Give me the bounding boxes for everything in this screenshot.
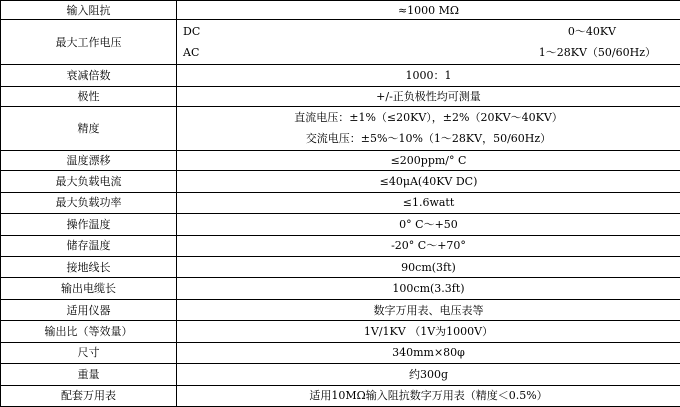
voltage-label: DC bbox=[183, 25, 201, 39]
param-value bbox=[177, 20, 680, 65]
param-value bbox=[177, 107, 680, 151]
param-name: 输出比（等效量） bbox=[1, 321, 177, 342]
param-name: 储存温度 bbox=[1, 235, 177, 256]
param-name: 适用仪器 bbox=[1, 299, 177, 320]
table-row bbox=[1, 192, 680, 213]
param-name: 精度 bbox=[1, 107, 177, 151]
param-name: 重量 bbox=[1, 364, 177, 385]
table-row bbox=[1, 86, 680, 106]
table-row bbox=[1, 385, 680, 406]
param-value: 1000：1 bbox=[177, 65, 680, 86]
table-row bbox=[1, 257, 680, 278]
table-row bbox=[1, 214, 680, 235]
param-name: 操作温度 bbox=[1, 214, 177, 235]
param-name: 最大工作电压 bbox=[1, 20, 177, 65]
voltage-label: AC bbox=[183, 46, 200, 60]
table-row bbox=[1, 342, 680, 363]
param-value: 适用10MΩ输入阻抗数字万用表（精度＜0.5%） bbox=[177, 385, 680, 406]
accuracy-line-dc: 直流电压：±1%（≤20KV），±2%（20KV～40KV） bbox=[294, 111, 563, 125]
param-name: 衰减倍数 bbox=[1, 65, 177, 86]
table-row bbox=[1, 364, 680, 385]
table-row bbox=[1, 321, 680, 342]
param-value: 340mm×80φ bbox=[177, 342, 680, 363]
param-name: 温度漂移 bbox=[1, 150, 177, 170]
param-name: 配套万用表 bbox=[1, 385, 177, 406]
table-row bbox=[1, 299, 680, 320]
table-row bbox=[1, 65, 680, 86]
accuracy-line-ac: 交流电压：±5%～10%（1～28KV，50/60Hz） bbox=[305, 132, 552, 146]
table-row bbox=[1, 107, 680, 151]
param-value: -20° C～+70° bbox=[177, 235, 680, 256]
voltage-line-dc bbox=[181, 25, 676, 38]
table-row bbox=[1, 235, 680, 256]
param-value: 数字万用表、电压表等 bbox=[177, 299, 680, 320]
voltage-line-ac bbox=[181, 46, 676, 59]
param-value: ≤200ppm/° C bbox=[177, 150, 680, 170]
voltage-value: 1～28KV（50/60Hz） bbox=[538, 46, 656, 60]
table-row bbox=[1, 20, 680, 65]
param-name: 极性 bbox=[1, 86, 177, 106]
param-value: ≤1.6watt bbox=[177, 192, 680, 213]
param-value: 100cm(3.3ft) bbox=[177, 278, 680, 299]
param-value: 90cm(3ft) bbox=[177, 257, 680, 278]
param-value: 约300g bbox=[177, 364, 680, 385]
param-name: 输入阻抗 bbox=[1, 1, 177, 20]
param-name: 最大负载功率 bbox=[1, 192, 177, 213]
table-row bbox=[1, 150, 680, 170]
param-value: +/-正负极性均可测量 bbox=[177, 86, 680, 106]
param-value: ≤40μA(40KV DC) bbox=[177, 171, 680, 192]
param-name: 最大负载电流 bbox=[1, 171, 177, 192]
param-name: 尺寸 bbox=[1, 342, 177, 363]
param-value: ≈1000 MΩ bbox=[177, 1, 680, 20]
table-row bbox=[1, 171, 680, 192]
param-name: 接地线长 bbox=[1, 257, 177, 278]
voltage-value: 0～40KV bbox=[567, 25, 616, 39]
param-value: 1V/1KV （1V为1000V） bbox=[177, 321, 680, 342]
param-value: 0° C～+50 bbox=[177, 214, 680, 235]
table-row bbox=[1, 278, 680, 299]
table-row bbox=[1, 1, 680, 20]
param-name: 输出电缆长 bbox=[1, 278, 177, 299]
